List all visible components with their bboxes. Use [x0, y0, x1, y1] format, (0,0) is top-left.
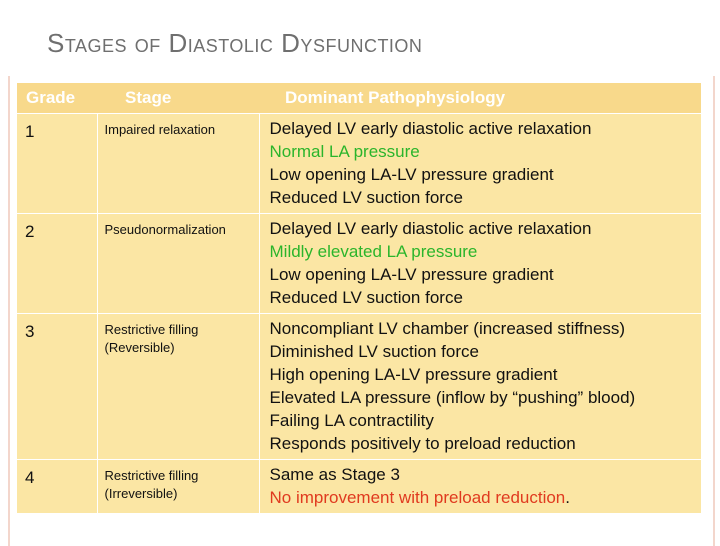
- patho-line: Noncompliant LV chamber (increased stiffness): [269, 319, 626, 338]
- patho-line-warning: [270, 486, 698, 509]
- header-pathophysiology: Dominant Pathophysiology: [259, 83, 701, 114]
- pathophysiology-cell: [259, 114, 701, 214]
- stage-cell: [97, 114, 259, 214]
- patho-line: Failing LA contractility: [269, 411, 434, 430]
- patho-line: Diminished LV suction force: [269, 342, 479, 361]
- table-row: [17, 214, 701, 314]
- stage-sublabel: (Irreversible): [104, 486, 178, 501]
- pathophysiology-cell: [259, 314, 701, 460]
- patho-line-suffix: .: [565, 488, 570, 507]
- patho-line-highlight: Mildly elevated LA pressure: [269, 242, 478, 261]
- grade-cell: 4: [17, 460, 97, 514]
- stage-label: Restrictive filling: [104, 468, 199, 483]
- patho-line: Low opening LA-LV pressure gradient: [269, 265, 554, 284]
- patho-line: Same as Stage 3: [269, 465, 400, 484]
- stage-cell: [97, 460, 259, 514]
- patho-line: Reduced LV suction force: [269, 288, 463, 307]
- table-row: [17, 114, 701, 214]
- slide-title: Stages of Diastolic Dysfunction: [47, 28, 423, 58]
- header-stage: Stage: [97, 83, 259, 114]
- patho-line: Elevated LA pressure (inflow by “pushing” blood): [269, 388, 636, 407]
- stage-cell: [97, 214, 259, 314]
- stage-cell: [97, 314, 259, 460]
- patho-line: Low opening LA-LV pressure gradient: [269, 165, 554, 184]
- patho-line: Responds positively to preload reduction: [269, 434, 576, 453]
- grade-cell: 3: [17, 314, 97, 460]
- grade-cell: 1: [17, 114, 97, 214]
- stage-label: Restrictive filling: [104, 322, 199, 337]
- patho-line-warning-text: No improvement with preload reduction: [269, 488, 566, 507]
- patho-line: Delayed LV early diastolic active relaxation: [269, 219, 592, 238]
- header-grade: Grade: [17, 83, 97, 114]
- patho-line-highlight: Normal LA pressure: [269, 142, 420, 161]
- stage-label: Impaired relaxation: [104, 122, 216, 137]
- stage-label: Pseudonormalization: [104, 222, 226, 237]
- table-row: [17, 460, 701, 514]
- pathophysiology-cell: [259, 214, 701, 314]
- table-header-row: [17, 83, 701, 114]
- patho-line: High opening LA-LV pressure gradient: [269, 365, 558, 384]
- patho-line: Delayed LV early diastolic active relaxation: [269, 119, 592, 138]
- pathophysiology-cell: [259, 460, 701, 514]
- table-row: [17, 314, 701, 460]
- stage-sublabel: (Reversible): [104, 340, 175, 355]
- patho-line: Reduced LV suction force: [269, 188, 463, 207]
- stages-table: [17, 83, 701, 513]
- grade-cell: 2: [17, 214, 97, 314]
